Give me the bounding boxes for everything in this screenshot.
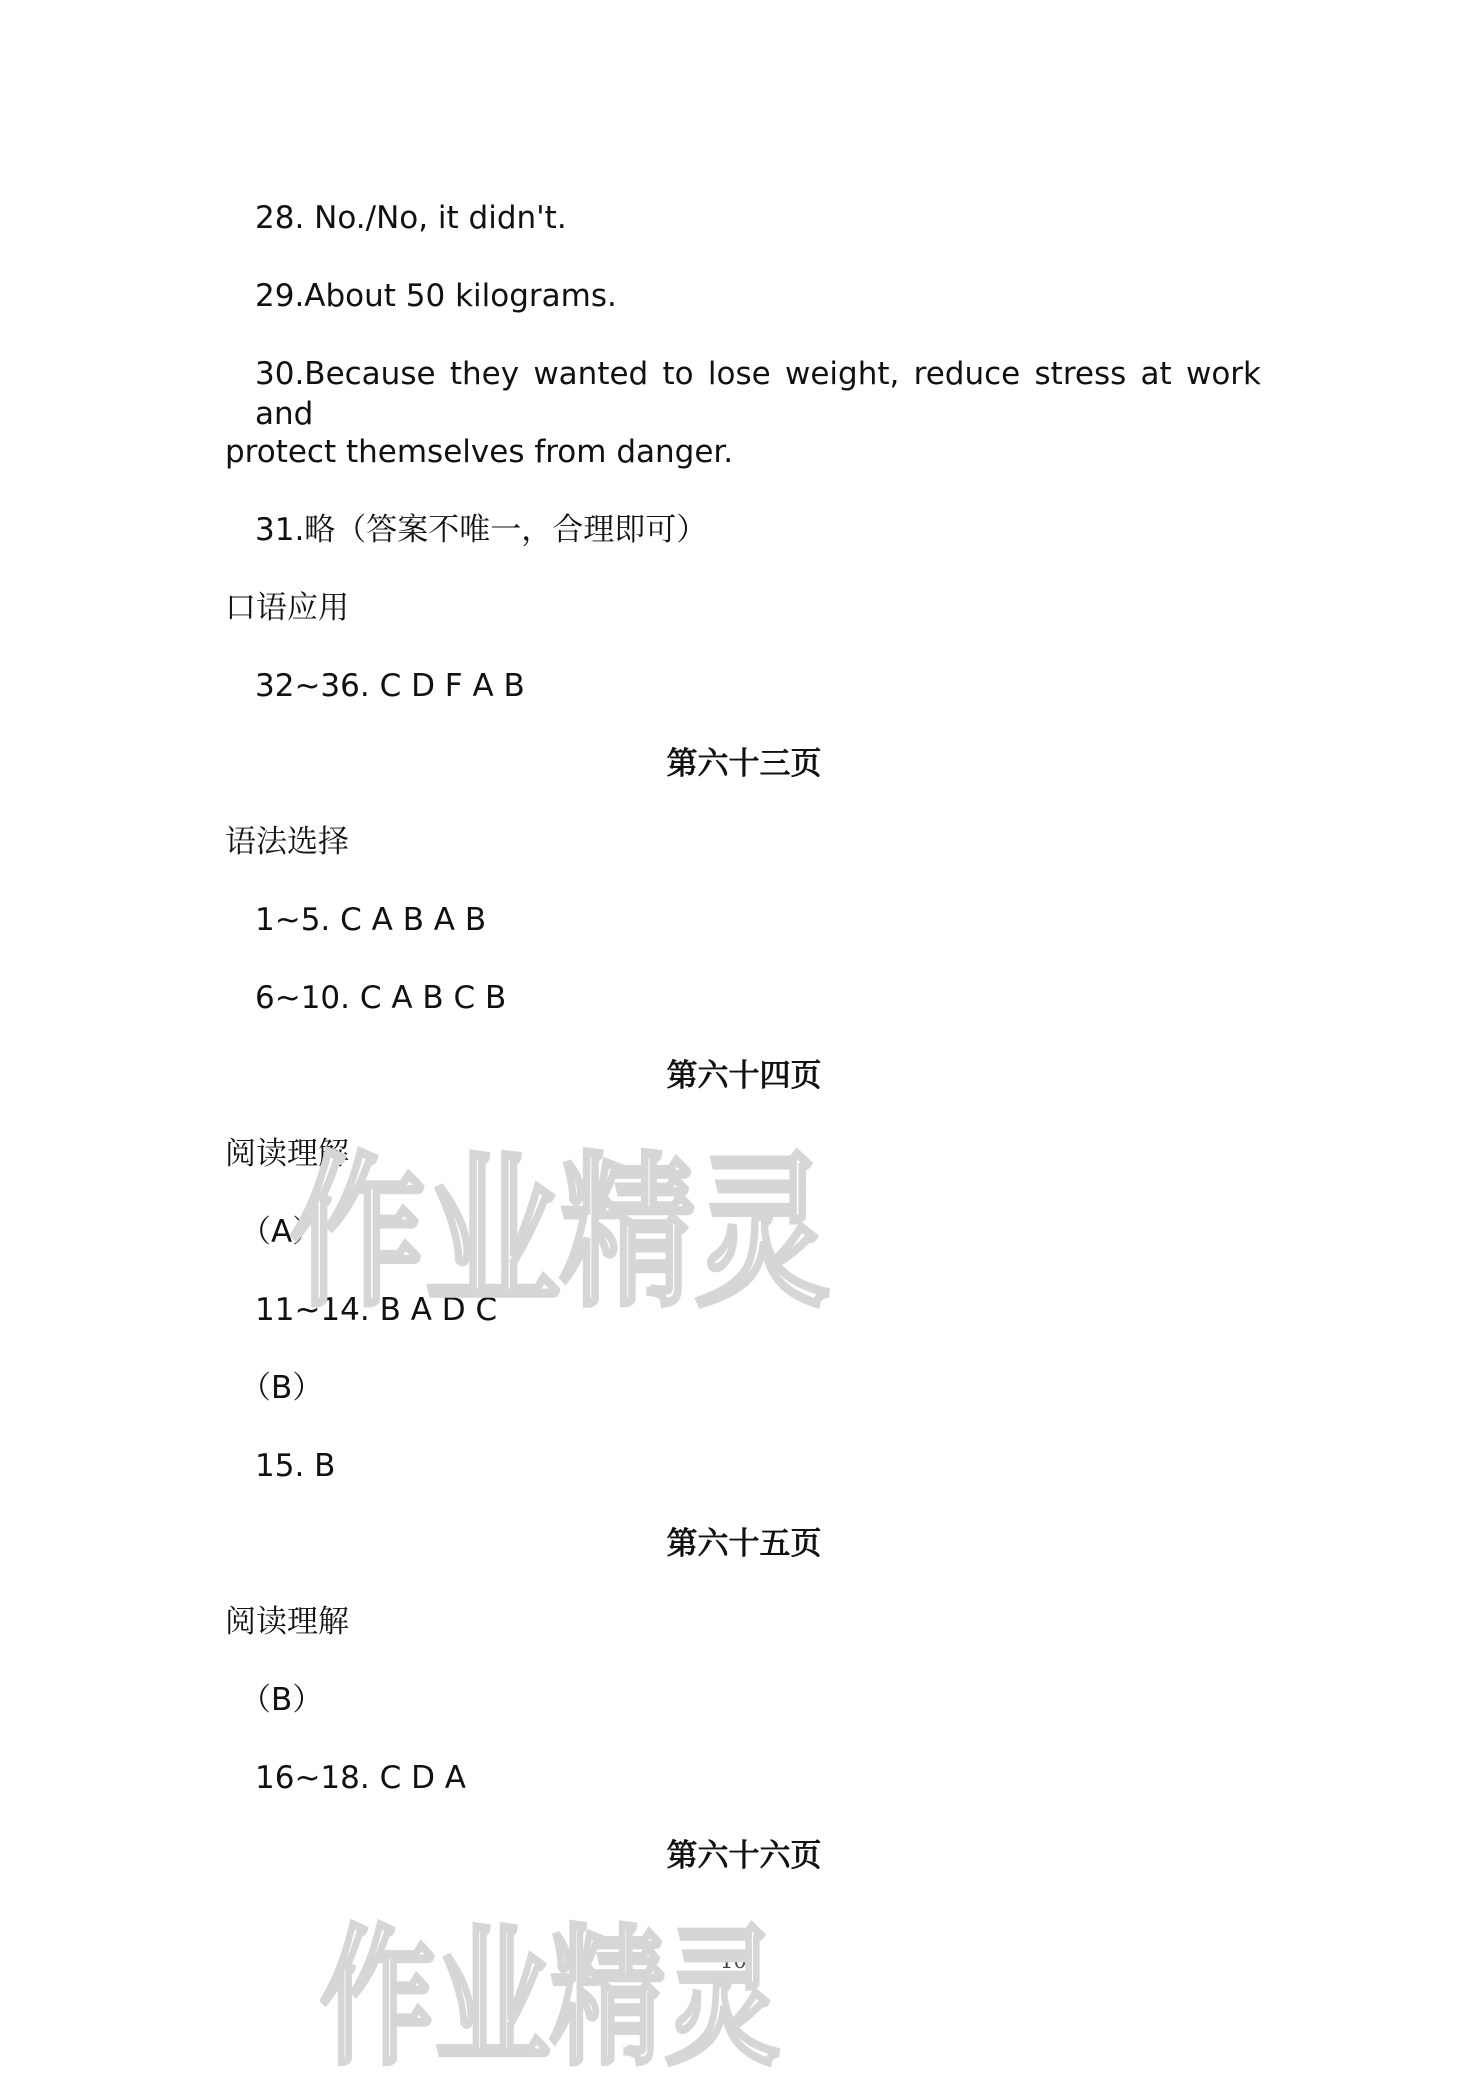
answer-q28: 28. No./No, it didn't. <box>255 200 567 236</box>
answer-q1-5: 1~5. C A B A B <box>255 902 487 938</box>
section-heading-oral: 口语应用 <box>225 590 349 626</box>
answer-q11-14: 11~14. B A D C <box>255 1292 498 1328</box>
page-heading-65-text: 第六十五页 <box>666 1526 822 1562</box>
answer-q29: 29.About 50 kilograms. <box>255 278 617 314</box>
answer-q30-line2: protect themselves from danger. <box>225 434 734 470</box>
answer-q6-10: 6~10. C A B C B <box>255 980 507 1016</box>
part-b-label-1: （B） <box>240 1370 324 1406</box>
part-b-label-2: （B） <box>240 1682 324 1718</box>
watermark-text-upper: 作业精灵 <box>290 1137 830 1325</box>
page-heading-64-text: 第六十四页 <box>666 1058 822 1094</box>
answer-q30-line1: 30.Because they wanted to lose weight, reduce stress at work and <box>255 356 1261 432</box>
page-heading-64 <box>0 1056 1480 1096</box>
answer-q31: 31.略（答案不唯一，合理即可） <box>255 512 708 548</box>
page-heading-63-text: 第六十三页 <box>666 746 822 782</box>
page-number: 103 <box>719 1949 761 1973</box>
part-a-label: （A） <box>240 1214 324 1250</box>
watermark-logo-lower <box>320 1910 800 2080</box>
section-heading-grammar: 语法选择 <box>225 824 349 860</box>
answer-q32-36: 32~36. C D F A B <box>255 668 525 704</box>
page-heading-66 <box>0 1836 1480 1876</box>
page-heading-65 <box>0 1524 1480 1564</box>
page-heading-66-text: 第六十六页 <box>666 1838 822 1874</box>
watermark-text-lower: 作业精灵 <box>320 1912 780 2080</box>
answer-q16-18: 16~18. C D A <box>255 1760 467 1796</box>
section-heading-reading-2: 阅读理解 <box>225 1604 349 1640</box>
answer-q15: 15. B <box>255 1448 336 1484</box>
page-heading-63 <box>0 744 1480 784</box>
section-heading-reading-1: 阅读理解 <box>225 1136 349 1172</box>
